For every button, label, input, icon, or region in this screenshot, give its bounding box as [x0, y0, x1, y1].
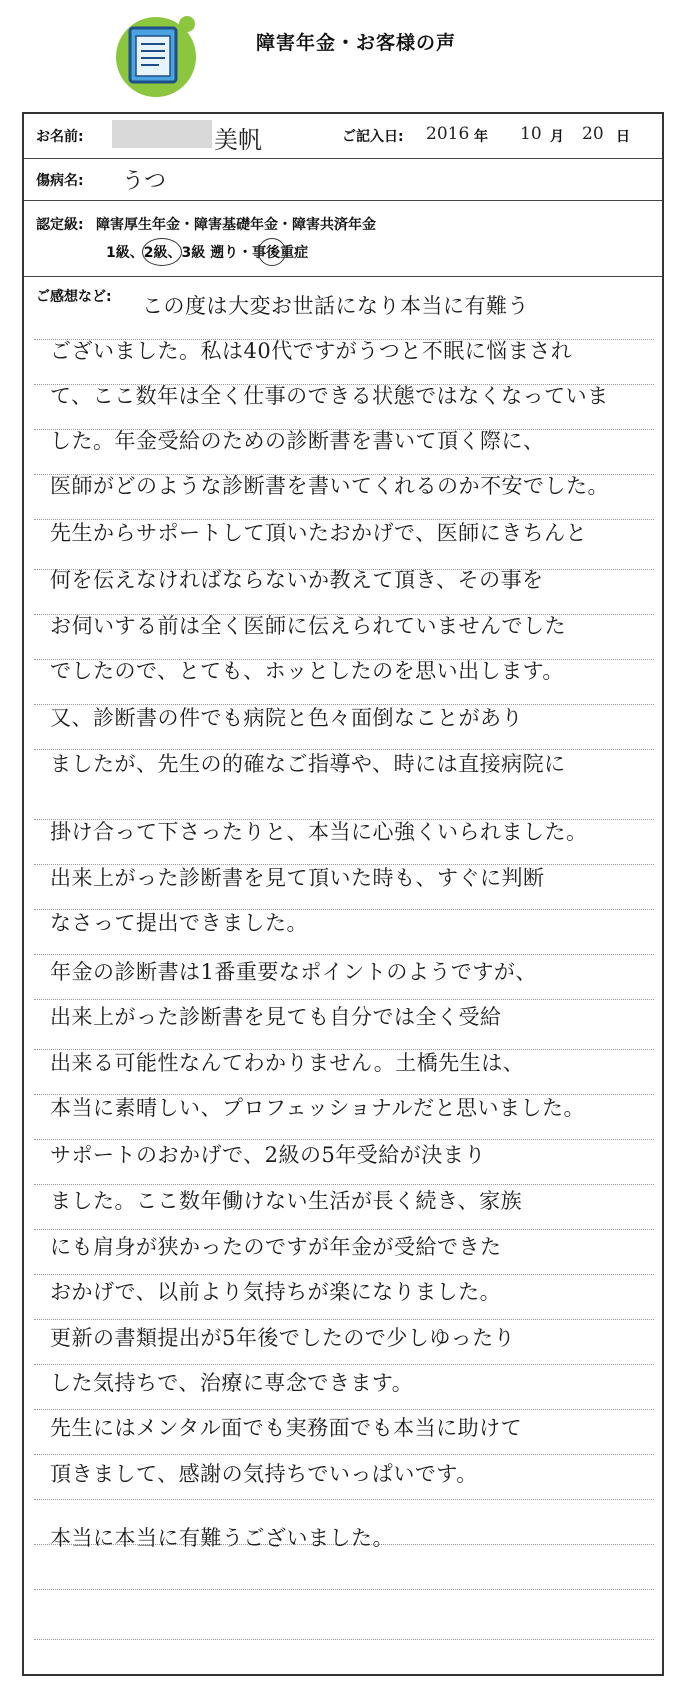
name-row [24, 114, 662, 158]
ruled-line [34, 1274, 654, 1275]
comment-line: にも肩身が狭かったのですが年金が受給できた [50, 1235, 502, 1259]
comment-line: 先生にはメンタル面でも実務面でも本当に助けて [50, 1416, 523, 1440]
comment-line: 先生からサポートして頂いたおかげで、医師にきちんと [50, 521, 588, 545]
ruled-line [34, 1364, 654, 1365]
name-value: 美帆 [214, 126, 262, 154]
comment-line: 出来上がった診断書を見ても自分では全く受給 [50, 1005, 502, 1029]
grade-levels: 1級、2級、3級 遡り・事後重症 [106, 245, 309, 261]
ruled-line [34, 1639, 654, 1640]
comment-line: ました。ここ数年働けない生活が長く続き、家族 [50, 1189, 523, 1213]
comment-line: なさって提出できました。 [50, 911, 308, 935]
comment-line: この度は大変お世話になり本当に有難う [142, 294, 529, 318]
date-label: ご記入日: [342, 129, 404, 145]
comment-line: サポートのおかげで、2級の5年受給が決まり [50, 1143, 486, 1167]
page-title: 障害年金・お客様の声 [256, 32, 457, 54]
comment-line: 掛け合って下さったりと、本当に心強くいられました。 [50, 820, 588, 844]
ruled-line [34, 1319, 654, 1320]
comment-line: 更新の書類提出が5年後でしたので少しゆったり [50, 1326, 516, 1350]
comment-line: 何を伝えなければならないか教えて頂き、その事を [50, 568, 544, 592]
page-header [0, 0, 697, 110]
grade-label: 認定級: [36, 217, 84, 233]
ruled-line [34, 1589, 654, 1590]
ruled-line [34, 954, 654, 955]
testimonial-form [22, 112, 664, 1676]
comment-line: て、ここ数年は全く仕事のできる状態ではなくなっていま [50, 384, 609, 408]
comment-line: おかげで、以前より気持ちが楽になりました。 [50, 1280, 502, 1304]
retroactive-circle-mark [258, 238, 286, 266]
grade-row [24, 200, 662, 276]
comment-line: 本当に本当に有難うございました。 [50, 1526, 394, 1550]
comment-line: 出来上がった診断書を見て頂いた時も、すぐに判断 [50, 866, 545, 890]
comment-label: ご感想など: [36, 289, 112, 305]
date-day-unit: 日 [616, 129, 630, 145]
ruled-line [34, 1499, 654, 1500]
date-day: 20 [582, 124, 604, 144]
comment-line: した。年金受給のための診断書を書いて頂く際に、 [50, 429, 545, 453]
name-label: お名前: [36, 129, 84, 145]
illness-label: 傷病名: [36, 173, 84, 189]
comment-line: 頂きまして、感謝の気持ちでいっぱいです。 [50, 1462, 478, 1486]
illness-value: うつ [122, 169, 167, 194]
memo-notepad-icon [112, 12, 204, 100]
comment-line: ございました。私は40代ですがうつと不眠に悩まされ [50, 339, 573, 363]
comment-line: お伺いする前は全く医師に伝えられていませんでした [50, 614, 566, 638]
ruled-line [34, 999, 654, 1000]
comment-line: 又、診断書の件でも病院と色々面倒なことがあり [50, 706, 523, 730]
comment-line: した気持ちで、治療に専念できます。 [50, 1371, 414, 1395]
comment-line: でしたので、とても、ホッとしたのを思い出します。 [50, 659, 564, 683]
grade-2-circle-mark [142, 238, 182, 266]
ruled-line [34, 1229, 654, 1230]
grade-pension-types: 障害厚生年金・障害基礎年金・障害共済年金 [96, 217, 376, 233]
comment-line: 医師がどのような診断書を書いてくれるのか不安でした。 [50, 474, 609, 498]
name-redaction [112, 120, 212, 148]
date-month-unit: 月 [550, 129, 564, 145]
date-year: 2016 [426, 124, 470, 144]
date-month: 10 [520, 124, 542, 144]
comment-line: 出来る可能性なんてわかりません。土橋先生は、 [50, 1051, 525, 1075]
ruled-line [34, 1409, 654, 1410]
comment-line: ましたが、先生の的確なご指導や、時には直接病院に [50, 752, 566, 776]
date-year-unit: 年 [474, 129, 488, 145]
illness-row [24, 158, 662, 200]
comment-line: 年金の診断書は1番重要なポイントのようですが、 [50, 960, 537, 984]
ruled-line [34, 1454, 654, 1455]
divider [24, 276, 662, 277]
comment-line: 本当に素晴しい、プロフェッショナルだと思いました。 [50, 1096, 585, 1120]
